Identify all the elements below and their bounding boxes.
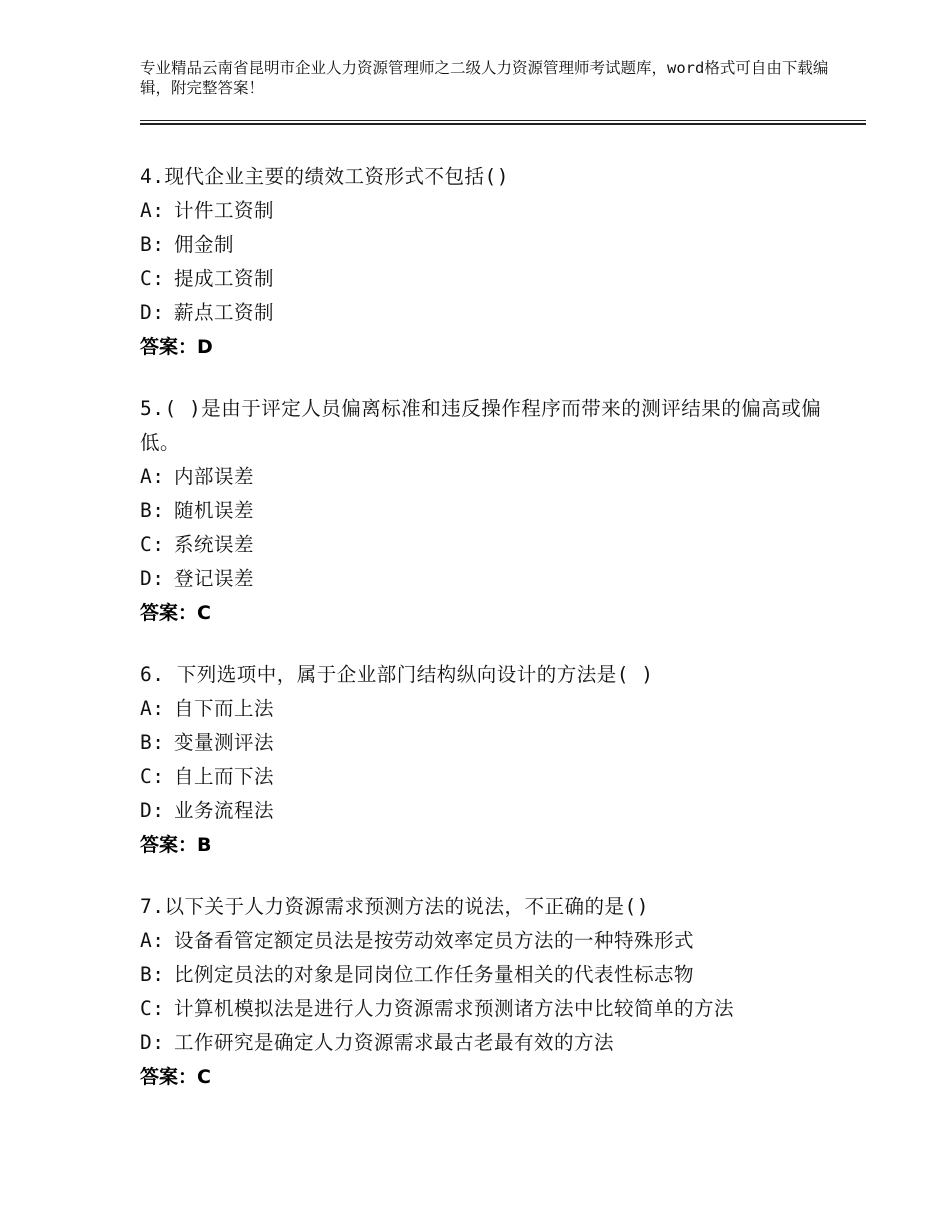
option-a	[140, 924, 840, 958]
option-b	[140, 726, 840, 760]
option-letter: B:	[140, 963, 165, 986]
option-letter: C:	[140, 997, 165, 1020]
option-c	[140, 760, 840, 794]
answer-label: 答案：C	[140, 602, 211, 624]
question-4	[140, 160, 840, 364]
question-text: 6. 下列选项中，属于企业部门结构纵向设计的方法是( )	[140, 663, 654, 686]
answer-label: 答案：C	[140, 1066, 211, 1088]
option-d	[140, 562, 840, 596]
option-b	[140, 958, 840, 992]
option-text: 提成工资制	[174, 267, 275, 290]
question-text: 4.现代企业主要的绩效工资形式不包括()	[140, 165, 509, 188]
option-letter: A:	[140, 697, 165, 720]
question-7	[140, 890, 840, 1094]
option-letter: C:	[140, 533, 165, 556]
option-text: 设备看管定额定员法是按劳动效率定员方法的一种特殊形式	[174, 929, 695, 952]
option-letter: A:	[140, 199, 165, 222]
option-d	[140, 794, 840, 828]
option-letter: A:	[140, 465, 165, 488]
option-text: 内部误差	[174, 465, 255, 488]
header-divider-thick	[140, 123, 866, 125]
option-letter: A:	[140, 929, 165, 952]
option-text: 计算机模拟法是进行人力资源需求预测诸方法中比较简单的方法	[174, 997, 735, 1020]
option-d	[140, 296, 840, 330]
option-a	[140, 460, 840, 494]
option-c	[140, 528, 840, 562]
option-text: 计件工资制	[174, 199, 275, 222]
option-letter: B:	[140, 233, 165, 256]
option-text: 变量测评法	[174, 731, 275, 754]
option-text: 业务流程法	[174, 799, 275, 822]
option-text: 薪点工资制	[174, 301, 275, 324]
option-letter: B:	[140, 499, 165, 522]
question-list	[140, 160, 840, 1122]
option-c	[140, 992, 840, 1026]
option-a	[140, 194, 840, 228]
option-d	[140, 1026, 840, 1060]
option-b	[140, 228, 840, 262]
option-letter: D:	[140, 301, 165, 324]
option-text: 佣金制	[174, 233, 235, 256]
header-divider-thin	[140, 120, 866, 121]
option-text: 自上而下法	[174, 765, 275, 788]
answer-label: 答案：B	[140, 834, 212, 856]
question-5	[140, 392, 840, 630]
option-text: 比例定员法的对象是同岗位工作任务量相关的代表性标志物	[174, 963, 695, 986]
option-a	[140, 692, 840, 726]
question-6	[140, 658, 840, 862]
question-text: 7.以下关于人力资源需求预测方法的说法，不正确的是()	[140, 895, 649, 918]
option-text: 自下而上法	[174, 697, 275, 720]
option-letter: B:	[140, 731, 165, 754]
option-text: 随机误差	[174, 499, 255, 522]
option-text: 工作研究是确定人力资源需求最古老最有效的方法	[174, 1031, 615, 1054]
option-letter: C:	[140, 765, 165, 788]
option-letter: C:	[140, 267, 165, 290]
option-b	[140, 494, 840, 528]
option-c	[140, 262, 840, 296]
question-text: 5.( )是由于评定人员偏离标准和违反操作程序而带来的测评结果的偏高或偏低。	[140, 397, 822, 454]
option-letter: D:	[140, 567, 165, 590]
document-header: 专业精品云南省昆明市企业人力资源管理师之二级人力资源管理师考试题库，word格式可自由下载编辑，附完整答案！	[140, 59, 829, 97]
option-letter: D:	[140, 1031, 165, 1054]
option-text: 系统误差	[174, 533, 255, 556]
option-text: 登记误差	[174, 567, 255, 590]
option-letter: D:	[140, 799, 165, 822]
answer-label: 答案：D	[140, 336, 213, 358]
